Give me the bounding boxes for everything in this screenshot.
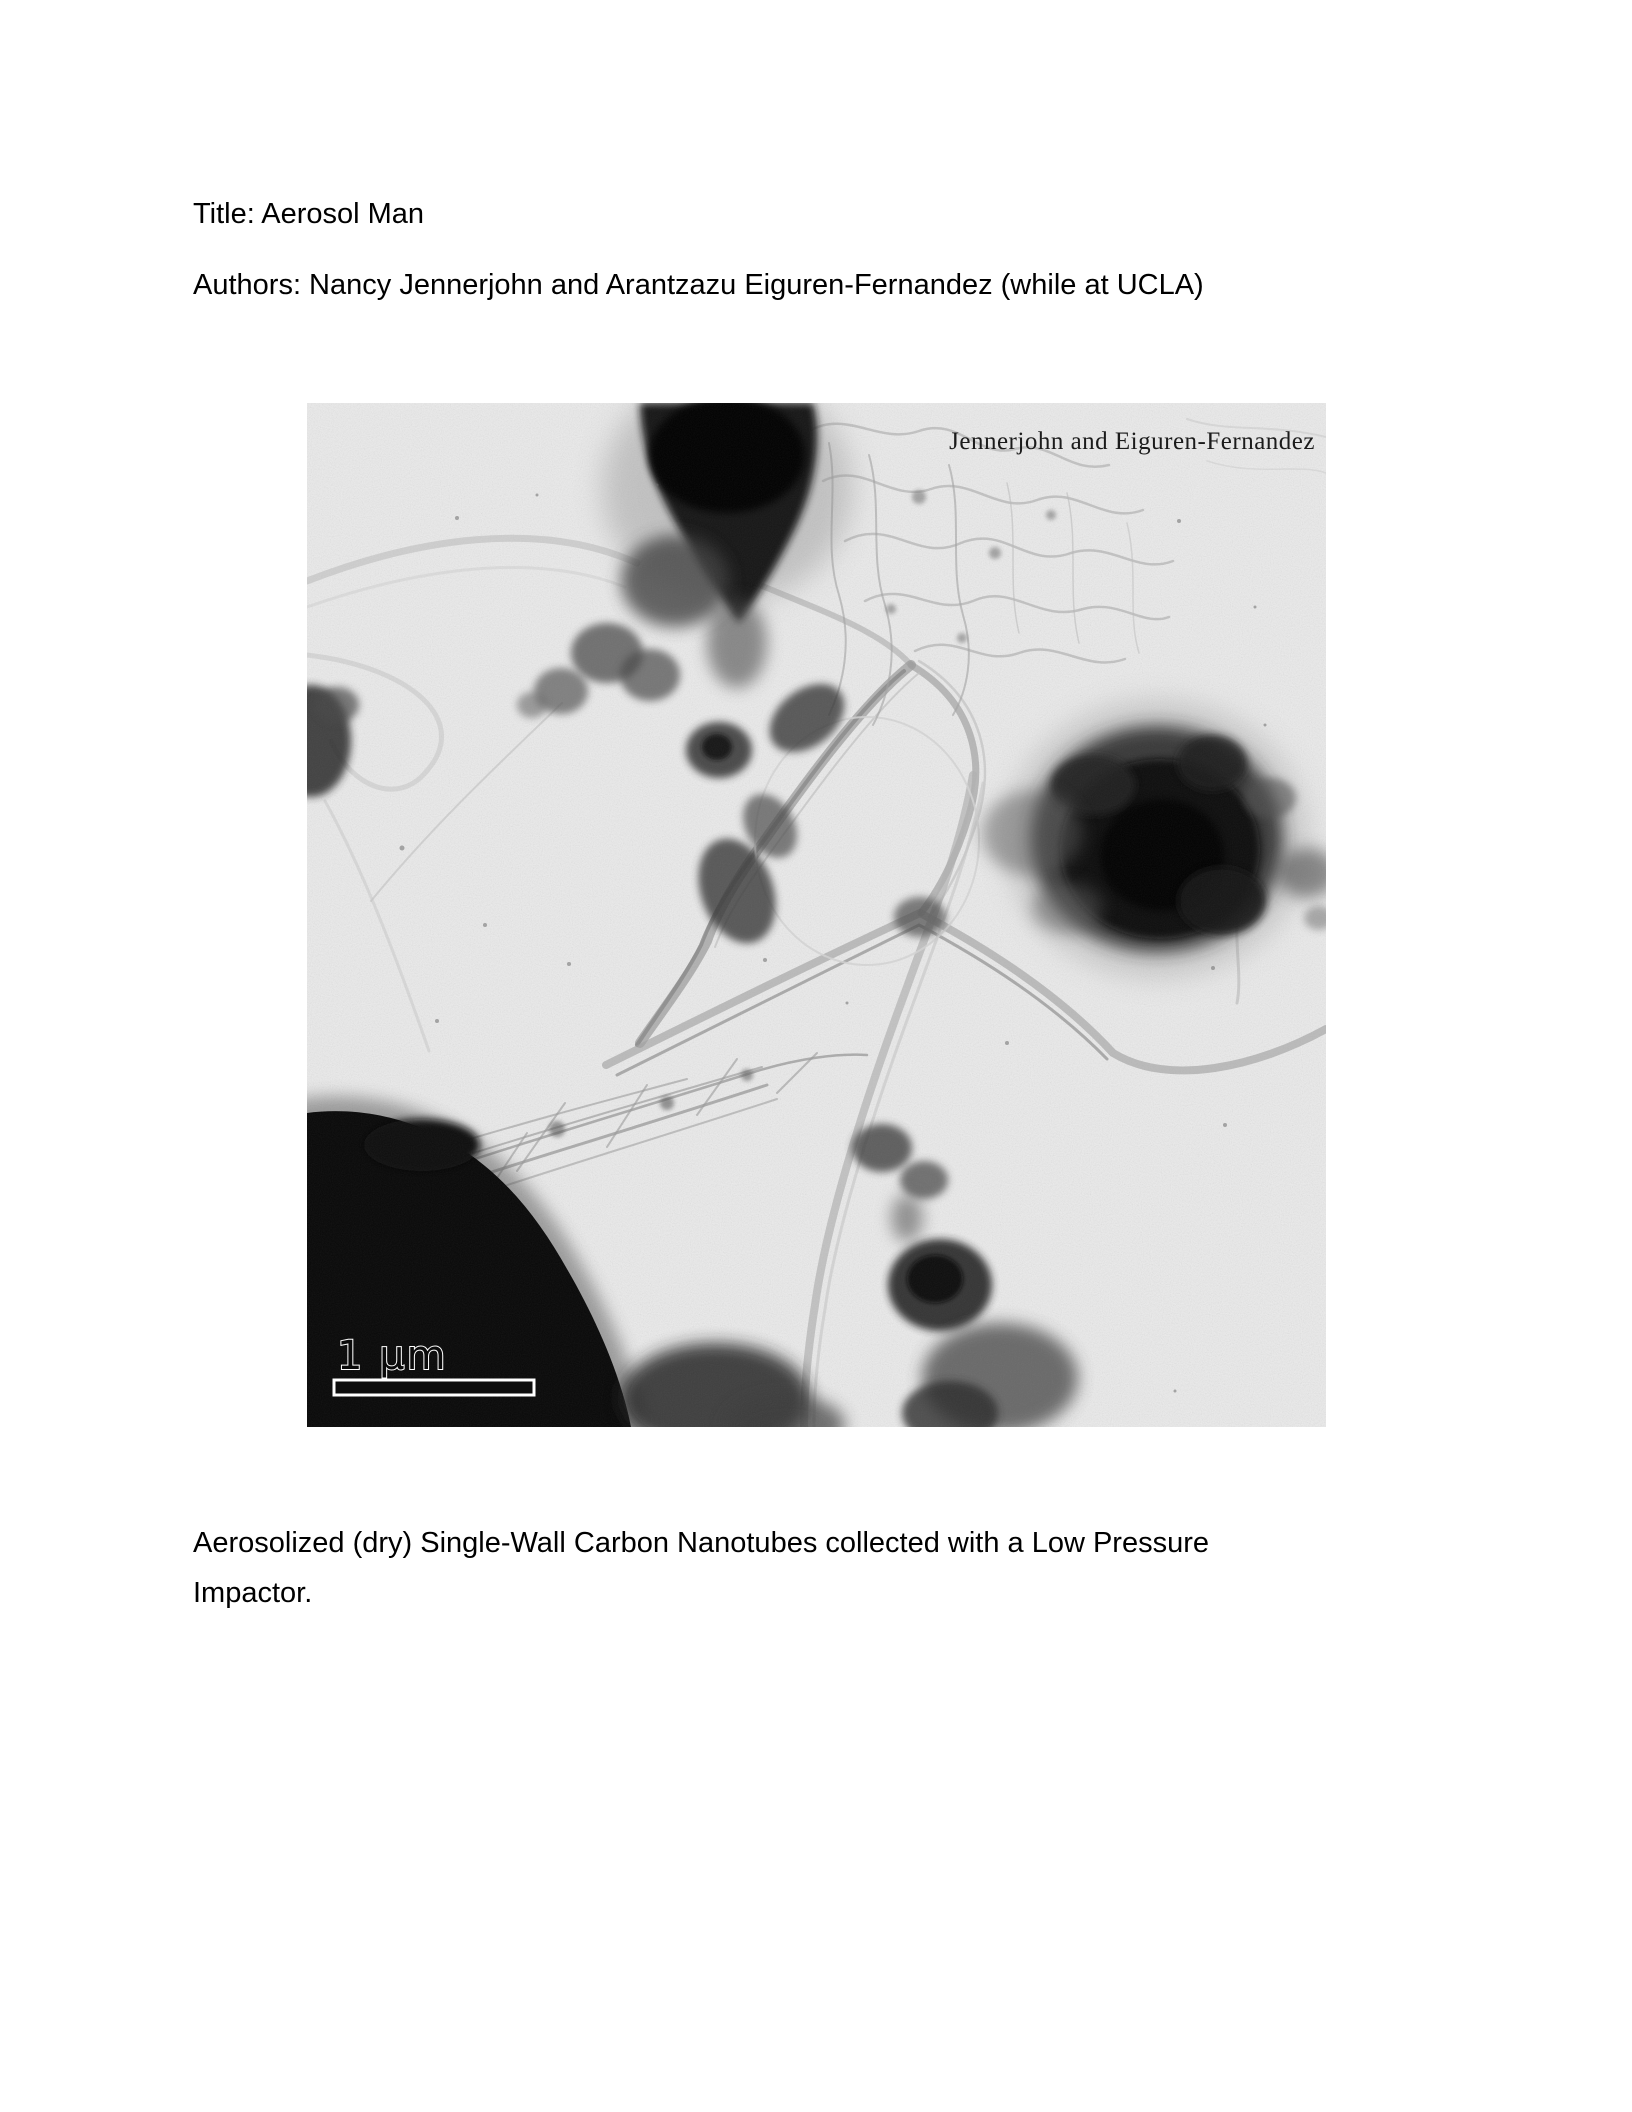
- tem-micrograph: [307, 403, 1326, 1427]
- authors-line: Authors: Nancy Jennerjohn and Arantzazu Eiguren-Fernandez (while at UCLA): [193, 269, 1204, 301]
- figure-caption-line-2: Impactor.: [193, 1577, 313, 1609]
- scale-bar-rule: [334, 1380, 534, 1395]
- title-line: Title: Aerosol Man: [193, 198, 425, 230]
- figure-caption-line-1: Aerosolized (dry) Single-Wall Carbon Nanotubes collected with a Low Pressure: [193, 1527, 1210, 1559]
- micrograph-noise-overlay: [307, 403, 1326, 1427]
- watermark-credit: Jennerjohn and Eiguren-Fernandez: [949, 428, 1315, 455]
- scale-bar-label: 1 μm: [337, 1333, 448, 1379]
- tem-micrograph-svg: [307, 403, 1326, 1427]
